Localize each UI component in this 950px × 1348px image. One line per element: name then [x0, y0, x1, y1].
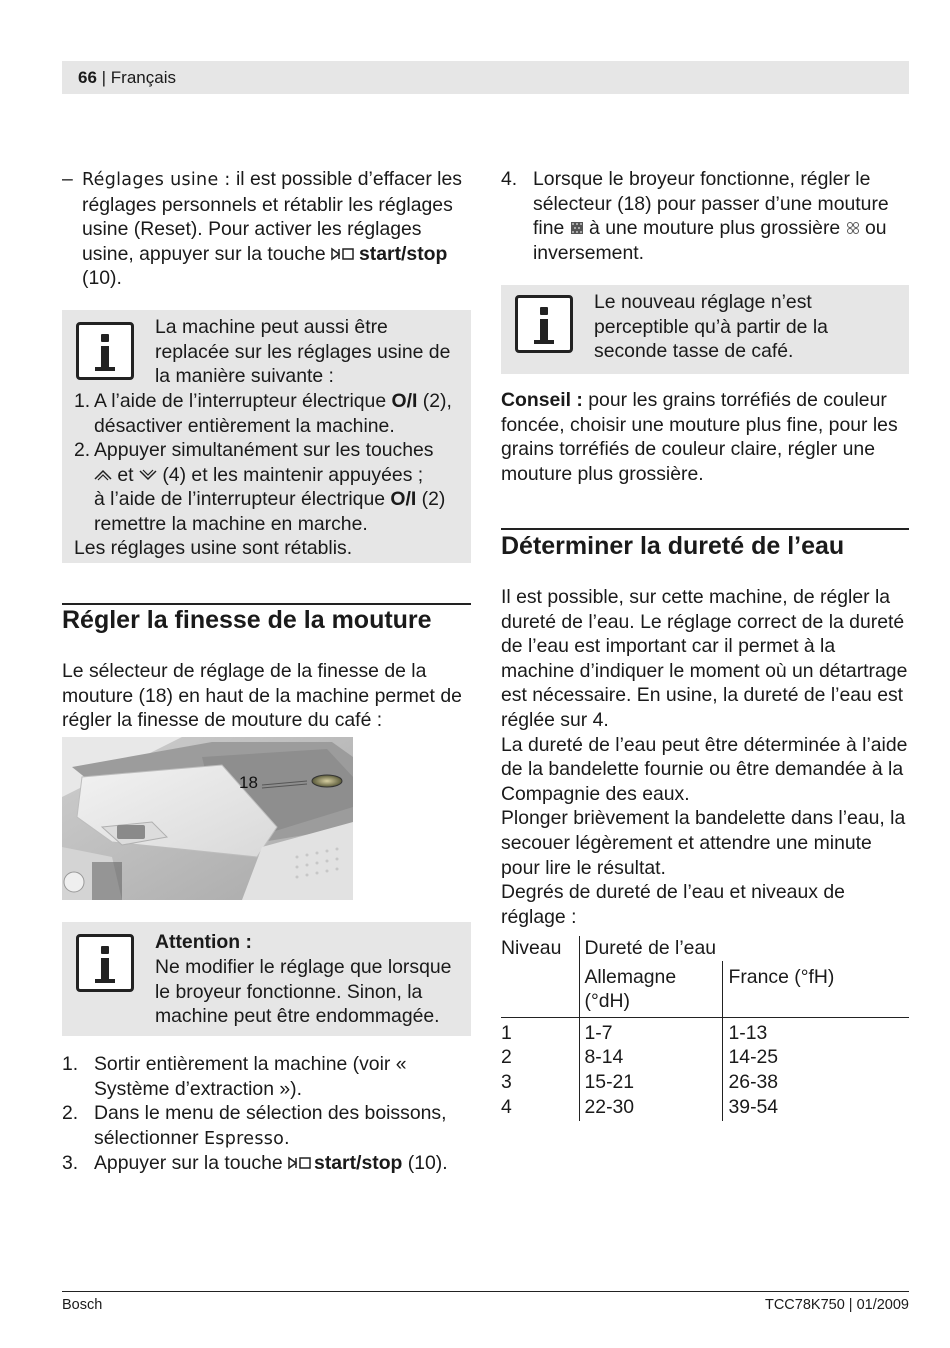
info-icon: [76, 322, 134, 380]
arrow-down-icon: [139, 464, 157, 486]
table-cell-fr: 39-54: [722, 1095, 909, 1122]
table-cell-level: 1: [501, 1021, 512, 1044]
footer-model: TCC78K750 | 01/2009: [764, 1297, 909, 1313]
info-box-attention: [62, 922, 471, 1036]
step-text-part: Appuyer sur la touche: [94, 1152, 289, 1175]
paragraph: La dureté de l’eau peut être déterminée à l’aide de la bandelette fournie ou être demandée à la Compagnie des eaux.: [501, 733, 908, 805]
step-number: 1.: [62, 1053, 79, 1075]
power-switch-key: O/I: [390, 488, 417, 511]
info-box-intro: La machine peut aussi être replacée sur les réglages usine de la manière suivante :: [155, 316, 451, 388]
paragraph: Plonger brièvement la bandelette dans l’eau, la secouer légèrement et attendre une minute pour lire le résultat.: [501, 807, 906, 879]
table-row: [501, 1095, 909, 1122]
step-text-part: Appuyer simultanément sur les touches: [94, 439, 434, 461]
step-text-part: Lorsque le broyeur fonctionne, régler le sélecteur (18) pour passer d’une mouture fine: [533, 168, 889, 240]
table-header-row: [501, 936, 909, 961]
table-cell-de: 1-7: [579, 1017, 722, 1045]
reset-item-body: [82, 167, 462, 291]
tip-label: Conseil :: [501, 389, 583, 411]
table-cell-fr: 26-38: [722, 1070, 909, 1095]
coarse-grind-icon: [846, 217, 860, 239]
info-box-step-2: [74, 438, 469, 536]
grind-steps: [62, 1052, 471, 1176]
footer-divider: [62, 1291, 909, 1292]
table-cell-de: 8-14: [579, 1045, 722, 1070]
table-row: [501, 1045, 909, 1070]
section-title-water-hardness: Déterminer la dureté de l’eau: [501, 532, 845, 560]
attention-title: Attention :: [155, 931, 252, 953]
section-text-grind: Le sélecteur de réglage de la finesse de la mouture (18) en haut de la machine permet de régler la finesse de mouture du café :: [62, 660, 462, 732]
step-text-part: à une mouture plus grossière: [583, 217, 846, 240]
table-cell-level: 2: [501, 1046, 512, 1069]
step-text: Sortir entièrement la machine (voir « Système d’extraction »).: [94, 1053, 407, 1100]
step-text: [94, 1101, 471, 1151]
list-item: [62, 1151, 471, 1176]
reset-item-dash: –: [62, 168, 73, 190]
list-item: [62, 1052, 471, 1101]
step-text-part: A l’aide de l’interrupteur électrique: [94, 390, 392, 412]
water-hardness-text: [501, 585, 911, 929]
table-cell-level: 3: [501, 1070, 512, 1093]
info-icon: [76, 934, 134, 992]
power-switch-key: O/I: [391, 390, 418, 412]
footer-brand: Bosch: [62, 1297, 103, 1313]
grinder-selector-callout: 18: [239, 773, 258, 792]
page-number: 66: [78, 68, 97, 87]
col-header-germany: Allemagne (°dH): [579, 961, 722, 1018]
reset-item-text-2: (10).: [82, 267, 122, 290]
attention-text: Ne modifier le réglage que lorsque le broyeur fonctionne. Sinon, la machine peut être endommagée.: [155, 956, 452, 1028]
step-text-part: remettre la machine en marche.: [94, 512, 368, 535]
step-text-part: ou inversement.: [533, 217, 887, 264]
step-number: 4.: [501, 168, 518, 190]
step-text: [94, 389, 469, 438]
start-stop-icon: [331, 243, 359, 265]
step-text-part: (10).: [402, 1152, 448, 1175]
reset-item-text-1: il est possible d’effacer les réglages personnels et rétablir les réglages usine (Reset). Pour activer les réglages usine, appuyer sur la touche: [82, 168, 462, 265]
table-row: [501, 1070, 909, 1095]
info-icon: [515, 295, 573, 353]
step-number: 3.: [62, 1152, 79, 1175]
arrow-up-icon: [94, 464, 112, 486]
water-hardness-table: [501, 936, 909, 1121]
step-number: 2.: [74, 439, 91, 461]
new-setting-text: Le nouveau réglage n’est perceptible qu’à partir de la seconde tasse de café.: [594, 291, 828, 363]
info-box-step-1: [74, 389, 469, 438]
table-subheader-row: [501, 961, 909, 1018]
step-text-part: et: [112, 463, 139, 486]
header-language: Français: [110, 68, 176, 87]
step-number: 2.: [62, 1102, 79, 1125]
fine-grind-icon: [570, 217, 584, 239]
step-text-part: Dans le menu de sélection des boissons, sélectionner: [94, 1102, 447, 1149]
section-divider: [501, 528, 909, 530]
header-separator: |: [96, 68, 111, 87]
tip-paragraph: [501, 388, 911, 486]
table-cell-fr: 1-13: [722, 1017, 909, 1045]
page-header: [62, 61, 909, 94]
table-cell-de: 15-21: [579, 1070, 722, 1095]
col-header-level: Niveau: [501, 937, 562, 959]
step-4: [501, 167, 911, 265]
start-stop-key: start/stop: [314, 1152, 403, 1175]
step-text: [533, 167, 911, 265]
info-box-new-setting: [501, 285, 909, 374]
step-text-part: (4) et les maintenir appuyées ;: [156, 463, 424, 486]
start-stop-icon: [288, 1152, 314, 1174]
col-header-hardness: Dureté de l’eau: [579, 936, 909, 961]
list-item: [62, 1101, 471, 1151]
section-title-grind: Régler la finesse de la mouture: [62, 606, 432, 634]
table-cell-fr: 14-25: [722, 1045, 909, 1070]
reset-item-term: Réglages usine :: [82, 170, 231, 190]
table-cell-level: 4: [501, 1095, 512, 1118]
info-box-factory-reset: [62, 310, 471, 563]
reset-item-key: start/stop: [359, 242, 448, 265]
step-text-part: (2): [416, 488, 446, 511]
tip-text: pour les grains torréfiés de couleur foncée, choisir une mouture plus fine, pour les grains torréfiés de couleur claire, régler une mouture plus grossière.: [501, 389, 898, 485]
table-row: [501, 1017, 909, 1045]
header-text: [78, 68, 176, 88]
step-text: [94, 1151, 471, 1176]
empty-cell: [501, 961, 579, 1018]
espresso-term: Espresso: [203, 1128, 285, 1149]
paragraph: Il est possible, sur cette machine, de régler la dureté de l’eau. Le réglage correct de la dureté de l’eau est important car il permet à la machine d’indiquer le moment où un détartrage est nécessaire. En usine, la dureté de l’eau est réglée sur 4.: [501, 586, 908, 731]
step-number: 1.: [74, 390, 91, 412]
step-text: [94, 438, 469, 536]
step-text-part: (2), désactiver entièrement la machine.: [94, 390, 452, 437]
paragraph: Degrés de dureté de l’eau et niveaux de réglage :: [501, 881, 845, 928]
step-text-part: à l’aide de l’interrupteur électrique: [94, 488, 391, 511]
table-cell-de: 22-30: [579, 1095, 722, 1122]
machine-top-illustration: [62, 737, 353, 900]
reset-item: [62, 167, 462, 291]
info-box-outro: Les réglages usine sont rétablis.: [74, 537, 353, 559]
col-header-france: France (°fH): [722, 961, 909, 1018]
step-text-part: .: [284, 1126, 290, 1149]
